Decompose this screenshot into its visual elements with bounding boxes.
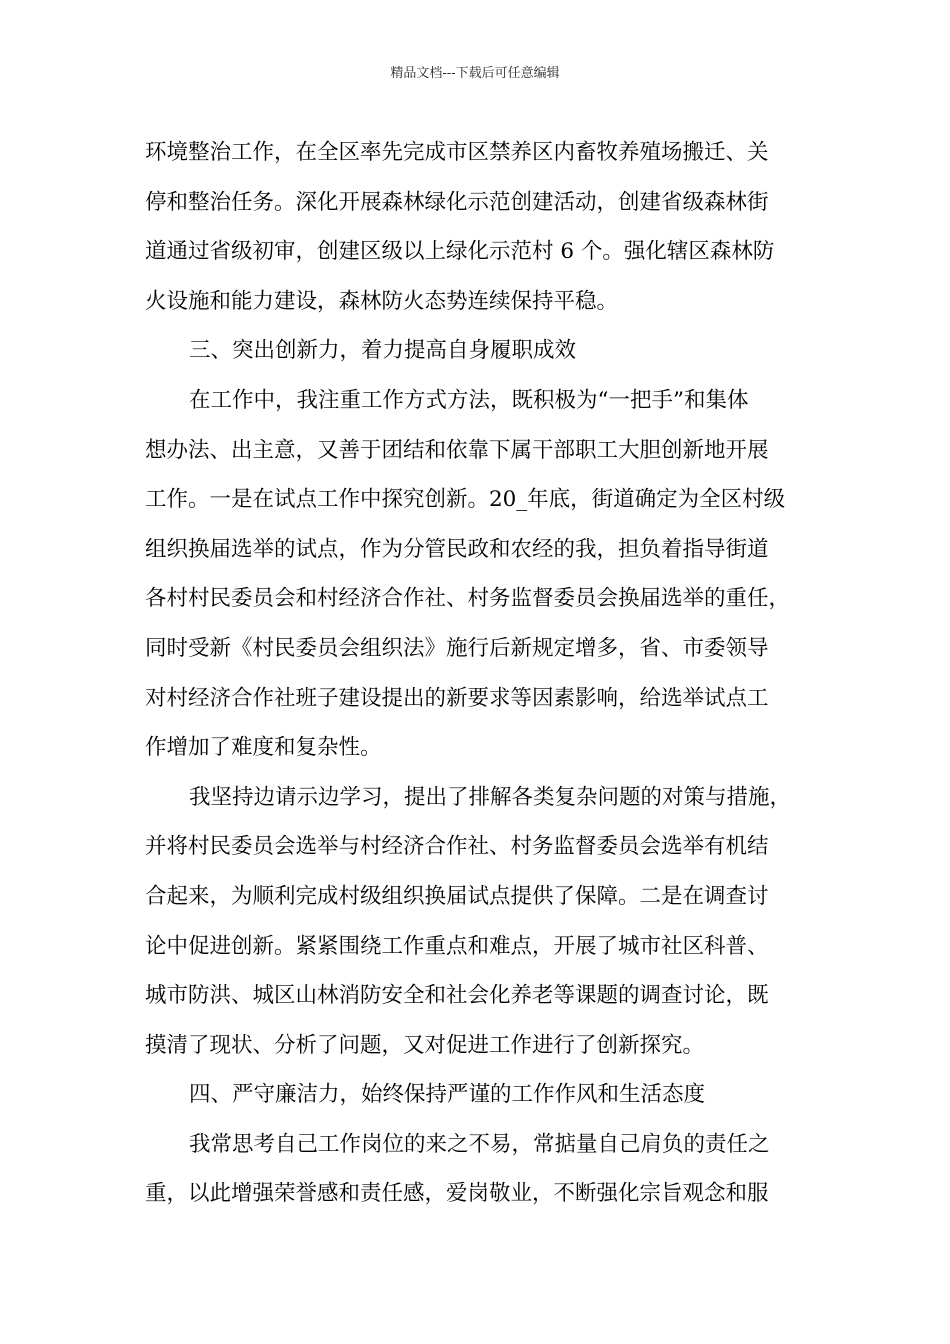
text-line: 各村村民委员会和村经济合作社、村务监督委员会换届选举的重任， (145, 586, 791, 612)
text-line: 工作。一是在试点工作中探究创新。20_年底，街道确定为全区村级 (145, 487, 786, 513)
text-line: 想办法、出主意，又善于团结和依靠下属干部职工大胆创新地开展 (145, 437, 769, 463)
page-header: 精品文档---下载后可任意编辑 (390, 66, 560, 81)
text-line: 合起来，为顺利完成村级组织换届试点提供了保障。二是在调查讨 (145, 883, 769, 909)
text-line: 并将村民委员会选举与村经济合作社、村务监督委员会选举有机结 (145, 834, 769, 860)
section-heading-four: 四、严守廉洁力，始终保持严谨的工作作风和生活态度 (189, 1082, 706, 1108)
text-line: 摸清了现状、分析了问题，又对促进工作进行了创新探究。 (145, 1032, 705, 1058)
text-line: 城市防洪、城区山林消防安全和社会化养老等课题的调查讨论，既 (145, 983, 769, 1009)
text-line: 我常思考自己工作岗位的来之不易，常掂量自己肩负的责任之 (189, 1131, 770, 1157)
section-heading-three: 三、突出创新力，着力提高自身履职成效 (189, 338, 577, 364)
text-line: 作增加了难度和复杂性。 (145, 735, 382, 761)
text-line: 组织换届选举的试点，作为分管民政和农经的我，担负着指导街道 (145, 536, 769, 562)
text-line: 环境整治工作，在全区率先完成市区禁养区内畜牧养殖场搬迁、关 (145, 140, 769, 165)
text-line: 同时受新《村民委员会组织法》施行后新规定增多，省、市委领导 (145, 635, 769, 661)
text-line: 在工作中，我注重工作方式方法，既积极为“一把手”和集体 (189, 387, 749, 413)
text-line: 对村经济合作社班子建设提出的新要求等因素影响，给选举试点工 (145, 685, 769, 711)
text-line: 论中促进创新。紧紧围绕工作重点和难点，开展了城市社区科普、 (145, 933, 769, 959)
text-line: 停和整治任务。深化开展森林绿化示范创建活动，创建省级森林街 (145, 189, 769, 215)
document-body (145, 128, 808, 1219)
text-line: 我坚持边请示边学习，提出了排解各类复杂问题的对策与措施， (189, 784, 792, 810)
text-line: 重，以此增强荣誉感和责任感，爱岗敬业，不断强化宗旨观念和服 (145, 1181, 769, 1207)
text-line: 道通过省级初审，创建区级以上绿化示范村 6 个。强化辖区森林防 (145, 239, 775, 265)
text-line: 火设施和能力建设，森林防火态势连续保持平稳。 (145, 288, 619, 314)
